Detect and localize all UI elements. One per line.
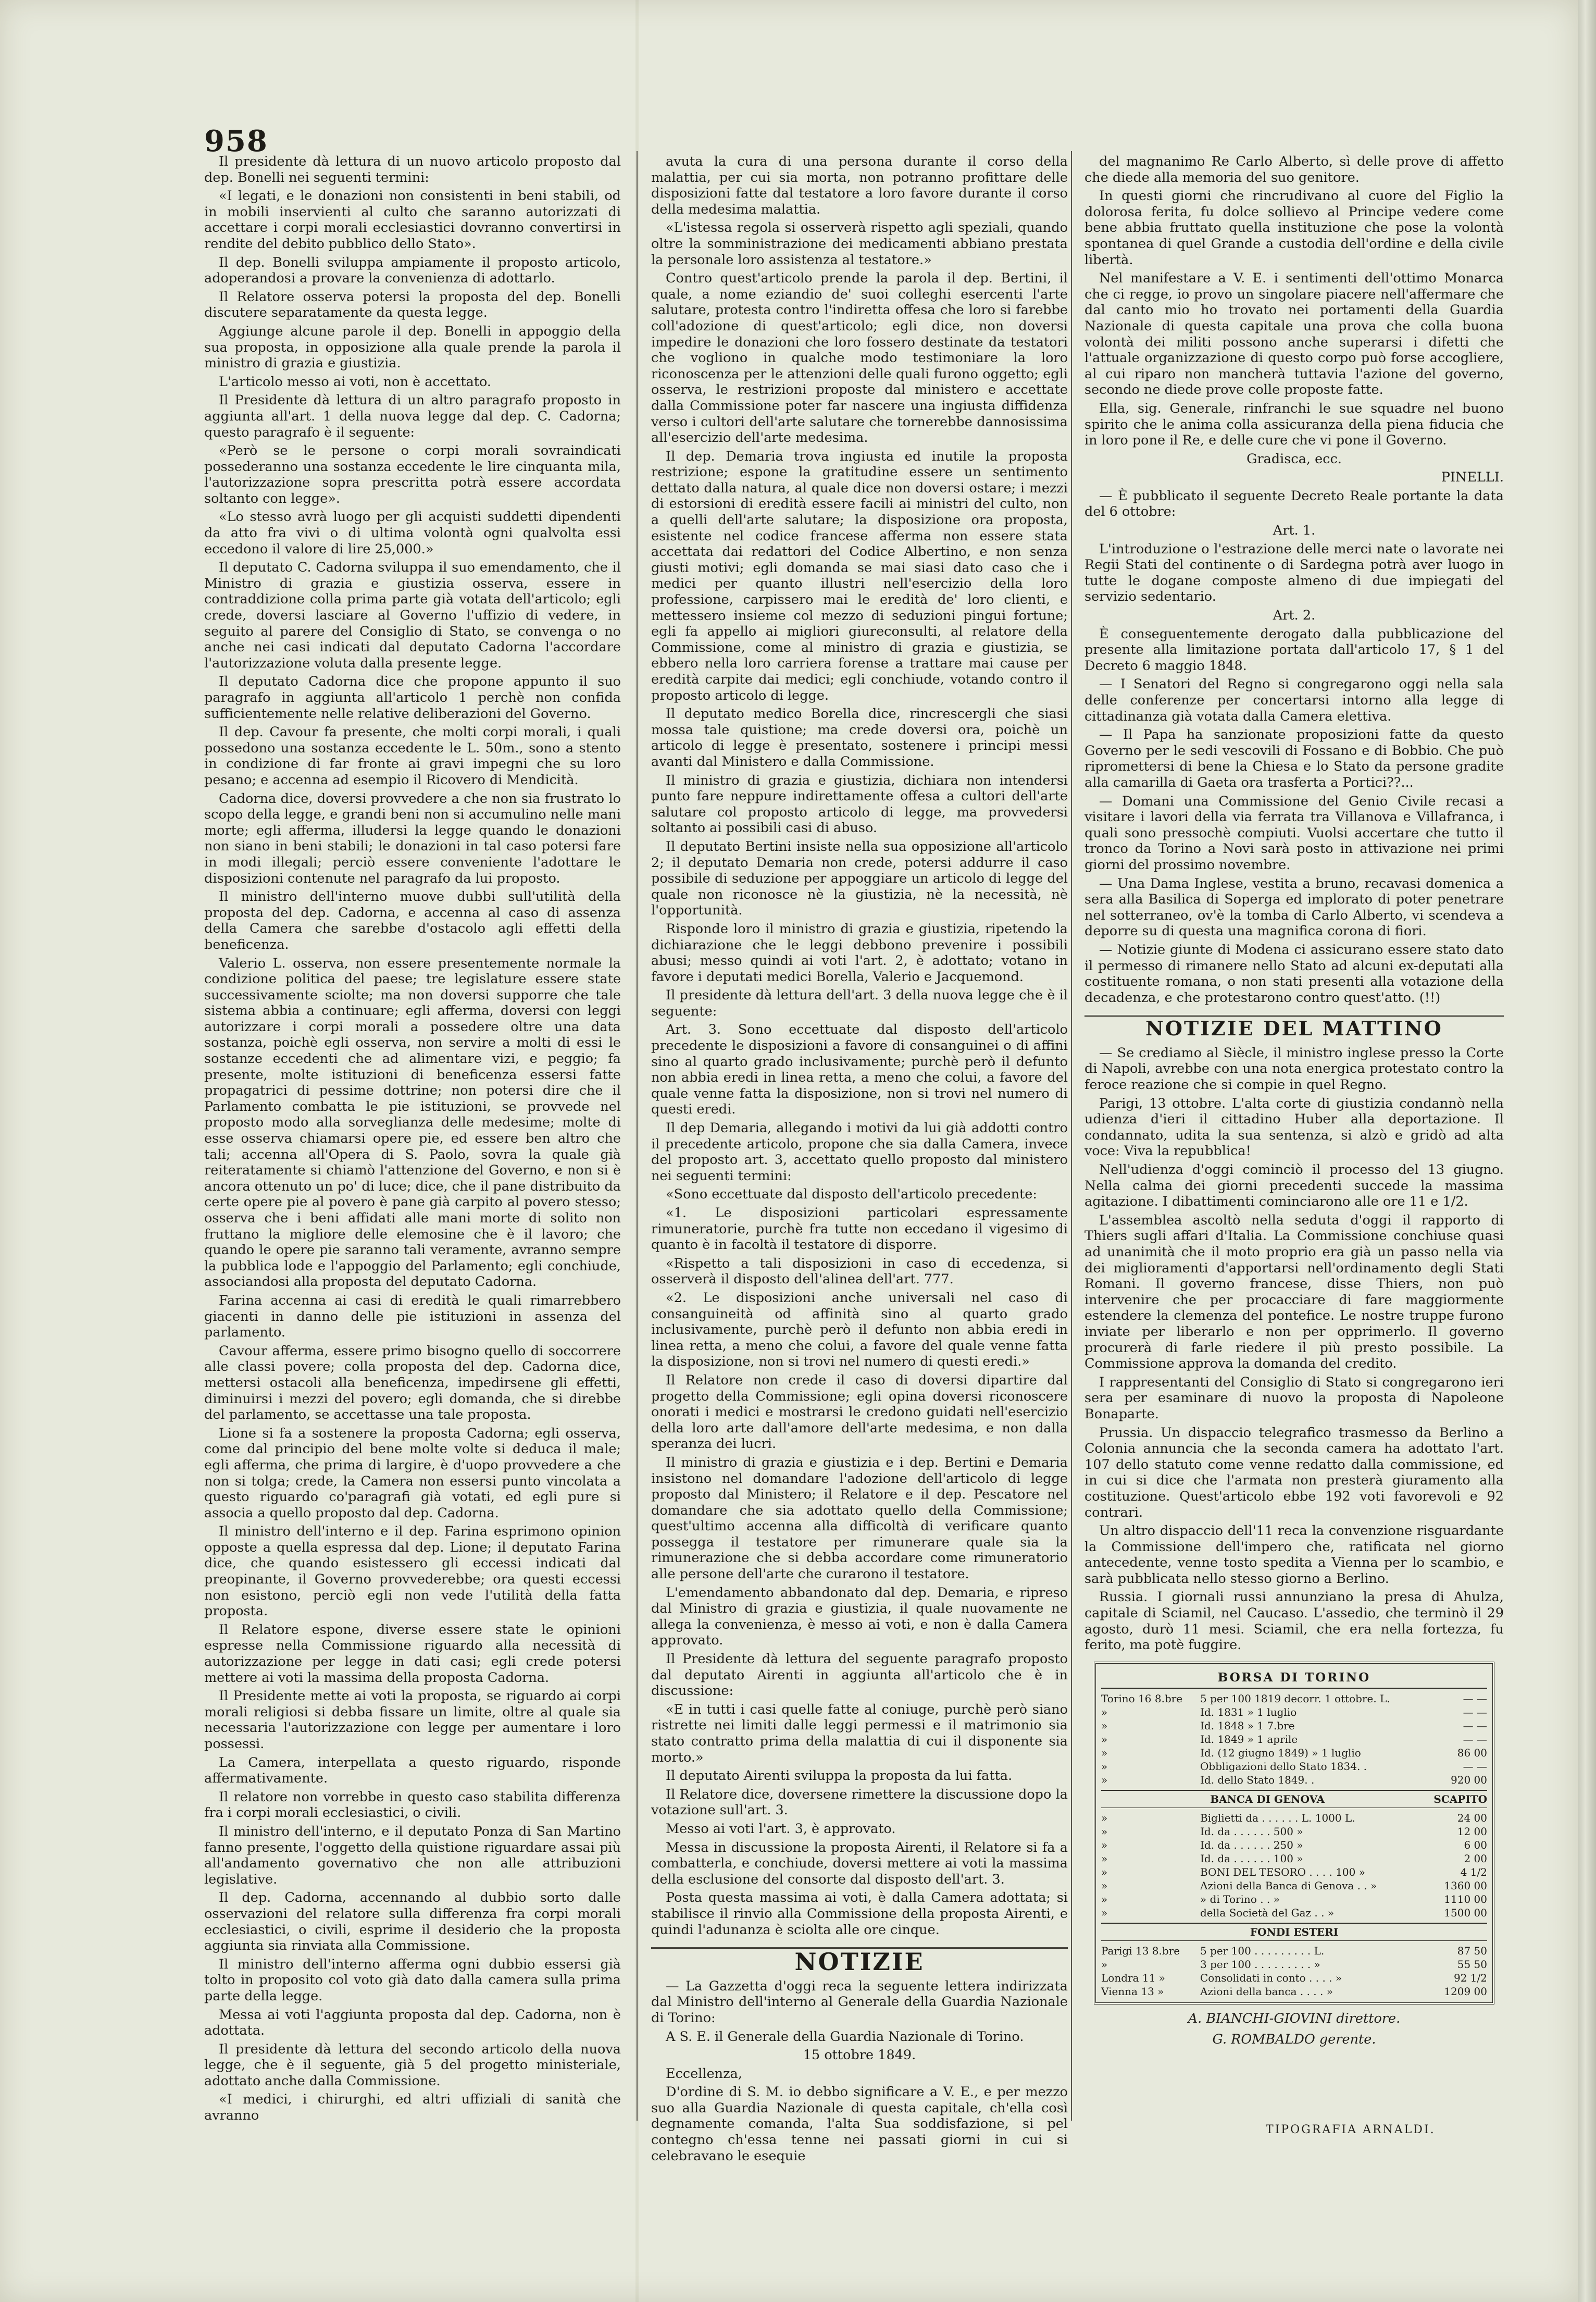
- paragraph: Il presidente dà lettura di un nuovo articolo proposto dal dep. Bonelli nei seguenti termini:: [204, 154, 621, 185]
- borsa-row-cell: Id. 1831 » 1 luglio: [1200, 1705, 1297, 1718]
- borsa-row-cell: — —: [1463, 1732, 1487, 1746]
- bank-row-cell: »: [1101, 1852, 1108, 1865]
- esteri-row-cell: Consolidati in conto . . . . »: [1200, 1971, 1342, 1984]
- column-2: [651, 154, 1068, 2164]
- mattino-paragraph: Parigi, 13 ottobre. L'alta corte di giustizia condannò nella udienza d'ieri il cittadino Huber alla deportazione. Il condannato, udita la sua sentenza, si alzò e gridò ad alta voce: Viva la repubblica!: [1084, 1095, 1504, 1159]
- bank-row-cell: della Società del Gaz . . »: [1200, 1906, 1335, 1919]
- notizie-mattino-heading: NOTIZIE DEL MATTINO: [1084, 1015, 1504, 1040]
- borsa-row: [1101, 1692, 1487, 1705]
- bank-row-cell: 1500 00: [1444, 1906, 1487, 1919]
- paragraph: Il dep. Bonelli sviluppa ampiamente il proposto articolo, adoperandosi a provare la convenienza di adottarlo.: [204, 254, 621, 287]
- bank-row: [1101, 1825, 1487, 1838]
- paragraph: Il deputato Bertini insiste nella sua opposizione all'articolo 2; il deputato Demaria non crede, potersi addurre il caso possibile di seduzione per appoggiare un articolo di legge del quale non riconosce nè la giustizia, nè la necessità, nè l'opportunità.: [651, 838, 1068, 919]
- esteri-row-cell: Vienna 13 »: [1101, 1985, 1164, 1998]
- paragraph: L'introduzione o l'estrazione delle merci nate o lavorate nei Regii Stati del continente o di Sardegna potrà aver luogo in tutte le dogane composte almeno di due impiegati del servizio sedentario.: [1084, 541, 1504, 605]
- borsa-row-cell: Id. 1848 » 1 7.bre: [1200, 1719, 1295, 1732]
- mattino-paragraph: Un altro dispaccio dell'11 reca la convenzione risguardante la Commissione dell'impero che, ratificata nel giorno antecedente, venne tosto spedita a Vienna per lo scambio, e sarà pubblicata nello stesso giorno a Berlino.: [1084, 1523, 1504, 1587]
- notizie-paragraph: D'ordine di S. M. io debbo significare a V. E., e per mezzo suo alla Guardia Nazionale di questa capitale, ch'ella così degnamente comanda, l'alta Sua soddisfazione, si pel contegno ch'essa tenne nei passati giorni in cui si celebravano le esequie: [651, 2084, 1068, 2164]
- borsa-row: [1101, 1732, 1487, 1746]
- paragraph: Art. 1.: [1273, 523, 1316, 539]
- esteri-row-cell: »: [1101, 1958, 1108, 1971]
- paragraph: Lione si fa a sostenere la proposta Cadorna; egli osserva, come dal principio del bene molte volte si deduca il male; egli afferma, che prima di largire, è d'uopo provvedere a che non si tolga; crede, la Camera non essersi punto vincolata a questo riguardo co'paragrafi già votati, ed egli pure si associa a quello proposto dal dep. Cadorna.: [204, 1425, 621, 1521]
- mattino-paragraph: L'assemblea ascoltò nella seduta d'oggi il rapporto di Thiers sugli affari d'Italia. La Commissione conchiuse quasi ad unanimità che il moto proprio era già un passo nella via dei miglioramenti d'apportarsi nell'ordinamento degli Stati Romani. Il governo francese, disse Thiers, non può intervenire che per procacciare di fare maggiormente estendere la clemenza del pontefice. Le nostre truppe furono inviate per liberarlo e non per opprimerlo. Il governo procurerà di farle riedere il più presto possibile. La Commissione approva la domanda del credito.: [1084, 1212, 1504, 1372]
- printer-credit: TIPOGRAFIA ARNALDI.: [1266, 2123, 1436, 2136]
- page-edge: [1578, 0, 1596, 2302]
- paragraph: «2. Le disposizioni anche universali nel caso di consanguineità od affinità sino al quarto grado inclusivamente, purchè però il defunto non abbia eredi in linea retta, a meno che colui, a favore del quale venne fatta la disposizione, non si trovi nel numero di questi eredi.»: [651, 1290, 1068, 1370]
- paragraph: Il ministro di grazia e giustizia, dichiara non intendersi punto fare neppure indirettamente offesa a cultori dell'arte salutare col proposto articolo di legge, ma provvedersi soltanto ai possibili casi di abuso.: [651, 772, 1068, 836]
- borsa-row-cell: — —: [1463, 1760, 1487, 1773]
- bank-row-cell: Azioni della Banca di Genova . . »: [1200, 1879, 1377, 1892]
- bank-row: [1101, 1838, 1487, 1852]
- borsa-row: [1101, 1719, 1487, 1732]
- borsa-row-cell: — —: [1463, 1692, 1487, 1705]
- banca-scapito: SCAPITO: [1433, 1792, 1487, 1805]
- borsa-row: [1101, 1773, 1487, 1787]
- paragraph: Il Relatore non crede il caso di doversi dipartire dal progetto della Commissione; egli opina doversi riconoscere onorati i medici e mostrarsi le credono guidati nell'esercizio della loro arte dall'amore dell'arte medesima, e non dalla speranza dei lucri.: [651, 1372, 1068, 1452]
- paragraph: Il Relatore osserva potersi la proposta del dep. Bonelli discutere separatamente da questa legge.: [204, 289, 621, 321]
- esteri-row: [1101, 1958, 1487, 1971]
- paragraph: In questi giorni che rincrudivano al cuore del Figlio la dolorosa ferita, fu dolce sollievo al Principe vedere come bene abbia fruttato quella instituzione che pose la volontà spontanea di quel Grande a custodia dell'ordine e della civile libertà.: [1084, 188, 1504, 268]
- bank-row-cell: Id. da . . . . . . 500 »: [1200, 1825, 1303, 1838]
- esteri-row: [1101, 1944, 1487, 1958]
- paragraph: Ella, sig. Generale, rinfranchi le sue squadre nel buono spirito che le anima colla assicuranza della piena fiducia che in loro pone il Re, e delle cure che vi pone il Governo.: [1084, 400, 1504, 449]
- paragraph: «Rispetto a tali disposizioni in caso di eccedenza, si osserverà il disposto dell'alinea dell'art. 777.: [651, 1255, 1068, 1288]
- paragraph: Il Presidente dà lettura di un altro paragrafo proposto in aggiunta all'art. 1 della nuova legge dal dep. C. Cadorna; questo paragrafo è il seguente:: [204, 392, 621, 440]
- paragraph: Art. 3. Sono eccettuate dal disposto dell'articolo precedente le disposizioni a favore di consanguinei o di affini sino al quarto grado inclusivamente; purchè però il defunto non abbia eredi in linea retta, a meno che colui, a favore del quale venne fatta la disposizione, non si trovi nel numero di questi eredi.: [651, 1022, 1068, 1118]
- paragraph: PINELLI.: [1441, 469, 1504, 486]
- borsa-row: [1101, 1705, 1487, 1719]
- bank-row-cell: 1110 00: [1444, 1892, 1487, 1905]
- paragraph: Valerio L. osserva, non essere presentemente normale la condizione politica del paese; tre legislature essere state successivamente sciolte; ma non doversi supporre che tale sistema abbia a continuare; egli afferma, doversi con leggi autorizzare i corpi morali a possedere oltre una data sostanza, poichè egli osserva, non servire a molti di essi le sostanze eccedenti che ad alimentare vizi, e peggio; fa presente, molte istituzioni di beneficenza essersi fatte propagatrici di pessime dottrine; non potersi dire che il Parlamento combatta le pie istituzioni, se provvede nel proposto modo alla sorveglianza delle medesime; molte di esse osserva chiamarsi opere pie, ed essere ben altro che tali; accenna all'Opera di S. Paolo, sovra la quale già reiteratamente si chiamò l'attenzione del Governo, e non si è ancora ottenuto un po' di luce; dice, che il pane distribuito da certe opere pie al povero è pane già carpito al povero stesso; osserva che i beni affidati alle mani morte di solito non fruttano la migliore delle elemosine che è il lavoro; che quando le opere pie saranno tali veramente, avranno sempre la pubblica lode e l'appoggio del Parlamento; egli conchiude, associandosi alla proposta del deputato Cadorna.: [204, 955, 621, 1290]
- borsa-row: [1101, 1746, 1487, 1760]
- borsa-row-cell: — —: [1463, 1719, 1487, 1732]
- bank-row: [1101, 1865, 1487, 1879]
- paragraph: «Sono eccettuate dal disposto dell'articolo precedente:: [666, 1186, 1037, 1203]
- column-rule-1: [637, 151, 638, 2121]
- borsa-row-cell: 920 00: [1451, 1773, 1487, 1786]
- paragraph: La Camera, interpellata a questo riguardo, risponde affermativamente.: [204, 1754, 621, 1787]
- borsa-row-cell: — —: [1463, 1705, 1487, 1718]
- esteri-row-cell: 3 per 100 . . . . . . . . . »: [1200, 1958, 1320, 1971]
- esteri-row-cell: Parigi 13 8.bre: [1101, 1944, 1180, 1957]
- paragraph: «1. Le disposizioni particolari espressamente rimuneratorie, purchè fra tutte non eccedano il vigesimo di quanto è in facoltà il testatore di disporre.: [651, 1205, 1068, 1253]
- paragraph: L'articolo messo ai voti, non è accettato.: [219, 374, 492, 390]
- paragraph: «Però se le persone o corpi morali sovraindicati possederanno una sostanza eccedente le lire cinquanta mila, l'autorizzazione sopra prescritta potrà essere accordata soltanto con legge».: [204, 443, 621, 506]
- bank-row-cell: BONI DEL TESORO . . . . 100 »: [1200, 1865, 1365, 1878]
- esteri-row: [1101, 1985, 1487, 1998]
- borsa-row-cell: Obbligazioni dello Stato 1834. .: [1200, 1760, 1367, 1773]
- bank-row-cell: »: [1101, 1879, 1108, 1892]
- esteri-row-cell: 1209 00: [1444, 1985, 1487, 1998]
- paragraph: — Domani una Commissione del Genio Civile recasi a visitare i lavori della via ferrata tra Villanova e Villafranca, i quali sono pressochè compiuti. Vuolsi accertare che tutto il tronco da Torino a Novi sarà posto in attivazione nei primi giorni del prossimo novembre.: [1084, 793, 1504, 873]
- borsa-row-cell: »: [1101, 1773, 1108, 1786]
- esteri-row-cell: Londra 11 »: [1101, 1971, 1165, 1984]
- bank-row: [1101, 1906, 1487, 1920]
- borsa-row-cell: »: [1101, 1732, 1108, 1746]
- column-3: [1084, 154, 1504, 2149]
- notizie-paragraph: A S. E. il Generale della Guardia Nazionale di Torino.: [666, 2028, 1024, 2045]
- paragraph: «I medici, i chirurghi, ed altri uffiziali di sanità che avranno: [204, 2091, 621, 2124]
- paragraph: «E in tutti i casi quelle fatte al coniuge, purchè però siano ristrette nei limiti dalle leggi permessi e il matrimonio sia stato contratto prima della malattia di cui il disponente sia morto.»: [651, 1701, 1068, 1765]
- paragraph: Il dep. Cadorna, accennando al dubbio sorto dalle osservazioni del relatore sulla differenza fra corpi morali ecclesiastici, o civili, esprime il desiderio che la proposta aggiunta sia rinviata alla Commissione.: [204, 1890, 621, 1954]
- paragraph: Messo ai voti l'art. 3, è approvato.: [666, 1821, 896, 1837]
- bank-row: [1101, 1892, 1487, 1906]
- paragraph: avuta la cura di una persona durante il corso della malattia, per cui sia morta, non potranno profittare delle disposizioni fatte dal testatore a loro favore durante il corso della medesima malattia.: [651, 154, 1068, 217]
- paragraph: — Il Papa ha sanzionate proposizioni fatte da questo Governo per le sedi vescovili di Fossano e di Bobbio. Che può ripromettersi di bene la Chiesa e lo Stato da persone gradite alla camarilla di Gaeta ora trasferta a Portici??...: [1084, 727, 1504, 790]
- banca-genova-header: [1101, 1790, 1487, 1808]
- paragraph: — Notizie giunte di Modena ci assicurano essere stato dato il permesso di rimanere nello Stato ad alcuni ex-deputati alla costituente romana, o non stati presenti alla votazione della decadenza, e che protestarono contro quest'atto. (!!): [1084, 942, 1504, 1006]
- paragraph: Messa in discussione la proposta Airenti, il Relatore si fa a combatterla, e conchiude, doversi mettere ai voti la massima della esclusione del consorte dal disposto dell'art. 3.: [651, 1839, 1068, 1887]
- paragraph: Messa ai voti l'aggiunta proposta dal dep. Cadorna, non è adottata.: [204, 2007, 621, 2039]
- banca-title: BANCA DI GENOVA: [1210, 1792, 1325, 1805]
- borsa-row-cell: Torino 16 8.bre: [1101, 1692, 1183, 1705]
- paragraph: Il dep. Demaria trova ingiusta ed inutile la proposta restrizione; espone la gratitudine essere un sentimento dettato dalla natura, al quale dice non doversi ostare; i mezzi di estorsioni di eredità essere facili ai ministri del culto, non a quelli dell'arte salutare; la disposizione ora proposta, esistente nel codice francese afferma non essere stata accettata dai redattori del Codice Albertino, e non senza giusti motivi; egli domanda se mai siasi dato caso che i medici per quanto illustri nell'esercizio della loro professione, carpissero mai le eredità de' loro clienti, e mettessero insieme col mezzo di seduzioni pingui fortune; egli fa appello ai migliori giureconsulti, al relatore della Commissione, come al ministro di grazia e giustizia, se ebbero nella loro carriera forense a trattare mai cause per eredità carpite dai medici; egli conchiude, votando contro il proposto articolo di legge.: [651, 448, 1068, 703]
- mattino-paragraph: Nell'udienza d'oggi cominciò il processo del 13 giugno. Nella calma dei giorni precedenti succede la massima agitazione. I dibattimenti cominciarono alle ore 11 e 1/2.: [1084, 1162, 1504, 1210]
- bank-row-cell: Id. da . . . . . . 100 »: [1200, 1852, 1303, 1865]
- paragraph: Il deputato C. Cadorna sviluppa il suo emendamento, che il Ministro di grazia e giustizia osserva, essere in contraddizione colla prima parte già votata dell'articolo; egli crede, doversi lasciare al Governo l'uffizio di vedere, in seguito al parere del Consiglio di Stato, se convenga o no anche nei casi indicati dal deputato Cadorna l'accordare l'autorizzazione voluta dalla presente legge.: [204, 560, 621, 671]
- column-rule-2: [1071, 151, 1072, 2121]
- column-1: [204, 154, 621, 2149]
- signature-director: A. BIANCHI-GIOVINI direttore.: [1188, 2010, 1401, 2026]
- paragraph: — I Senatori del Regno si congregarono oggi nella sala delle conferenze per concertarsi intorno alla legge di cittadinanza già votata dalla Camera elettiva.: [1084, 676, 1504, 724]
- borsa-row-cell: 5 per 100 1819 decorr. 1 ottobre. L.: [1200, 1692, 1390, 1705]
- paragraph: Il relatore non vorrebbe in questo caso stabilita differenza fra i corpi morali ecclesiastici, o civili.: [204, 1789, 621, 1821]
- mattino-paragraph: Prussia. Un dispaccio telegrafico trasmesso da Berlino a Colonia annuncia che la seconda camera ha adottato l'art. 107 dello statuto come venne redatto dalla commissione, ed in cui si dice che l'armata non presterà giuramento alla costituzione. Quest'articolo ebbe 192 voti favorevoli e 92 contrari.: [1084, 1425, 1504, 1520]
- bank-row-cell: »: [1101, 1892, 1108, 1905]
- borsa-row: [1101, 1760, 1487, 1773]
- paragraph: Il Relatore espone, diverse essere state le opinioni espresse nella Commissione riguardo alla necessità di autorizzazione per legge in dati casi; egli crede potersi mettere ai voti la massima della proposta Cadorna.: [204, 1622, 621, 1686]
- borsa-row-cell: »: [1101, 1719, 1108, 1732]
- paragraph: Farina accenna ai casi di eredità le quali rimarrebbero giacenti in danno delle pie istituzioni in assenza del parlamento.: [204, 1292, 621, 1341]
- paragraph: L'emendamento abbandonato dal dep. Demaria, e ripreso dal Ministro di grazia e giustizia, il quale nuovamente ne allega la convenienza, è messo ai voti, e non è dalla Camera approvato.: [651, 1585, 1068, 1649]
- esteri-row-cell: Azioni della banca . . . . »: [1200, 1985, 1333, 1998]
- paragraph: Il ministro dell'interno afferma ogni dubbio essersi già tolto in proposito col voto già dato dalla camera sulla prima parte della legge.: [204, 1956, 621, 2004]
- borsa-row-cell: Id. 1849 » 1 aprile: [1200, 1732, 1298, 1746]
- paragraph: Cadorna dice, doversi provvedere a che non sia frustrato lo scopo della legge, e grandi beni non si accumulino nelle mani morte; egli afferma, illudersi la legge quando le donazioni non siano in beni stabili; le donazioni in tal caso potersi fare in modi illegali; perciò essere conveniente l'adottare le disposizioni contenute nel paragrafo da lui proposto.: [204, 790, 621, 886]
- bank-row-cell: 24 00: [1457, 1811, 1487, 1824]
- signature-manager: G. ROMBALDO gerente.: [1212, 2032, 1376, 2048]
- paragraph: Il presidente dà lettura dell'art. 3 della nuova legge che è il seguente:: [651, 987, 1068, 1019]
- paragraph: Il Relatore dice, doversene rimettere la discussione dopo la votazione sull'art. 3.: [651, 1786, 1068, 1818]
- paragraph: — È pubblicato il seguente Decreto Reale portante la data del 6 ottobre:: [1084, 488, 1504, 520]
- esteri-row: [1101, 1971, 1487, 1985]
- paragraph: «L'istessa regola si osserverà rispetto agli speziali, quando oltre la somministrazione dei medicamenti abbiano prestata la personale loro assistenza al testatore.»: [651, 220, 1068, 268]
- esteri-row-cell: 5 per 100 . . . . . . . . . L.: [1200, 1944, 1325, 1957]
- borsa-row-cell: »: [1101, 1746, 1108, 1759]
- borsa-table: [1094, 1662, 1494, 2004]
- bank-row: [1101, 1852, 1487, 1865]
- bank-row-cell: »: [1101, 1906, 1108, 1919]
- paragraph: Il presidente dà lettura del secondo articolo della nuova legge, che è il seguente, già 5 del progetto ministeriale, adottato anche dalla Commissione.: [204, 2041, 621, 2089]
- mattino-paragraph: Russia. I giornali russi annunziano la presa di Ahulza, capitale di Sciamil, nel Caucaso. L'assedio, che terminò il 29 agosto, durò 11 mesi. Sciamil, che era nella fortezza, fu ferito, ma potè fuggire.: [1084, 1589, 1504, 1653]
- bank-row: [1101, 1879, 1487, 1892]
- bank-row-cell: Biglietti da . . . . . . L. 1000 L.: [1200, 1811, 1355, 1824]
- paragraph: Il deputato Airenti sviluppa la proposta da lui fatta.: [666, 1768, 1013, 1784]
- paragraph: Risponde loro il ministro di grazia e giustizia, ripetendo la dichiarazione che le leggi debbono prevenire i possibili abusi; messo quindi ai voti l'art. 2, è adottato; votano in favore i deputati medici Borella, Valerio e Jacquemond.: [651, 921, 1068, 985]
- borsa-row-cell: »: [1101, 1705, 1108, 1718]
- paragraph: Il ministro dell'interno muove dubbi sull'utilità della proposta del dep. Cadorna, e accenna al caso di assenza della Camera che sarebbe d'ostacolo agli effetti della beneficenza.: [204, 889, 621, 952]
- paragraph: Nel manifestare a V. E. i sentimenti dell'ottimo Monarca che ci regge, io provo un singolare piacere nell'affermare che dal canto mio ho trovato nei portamenti della Guardia Nazionale di questa capitale una prova che colla buona volontà dei militi possono anche superarsi i difetti che l'attuale organizzazione di questo corpo può forse accogliere, al cui riparo non mancherà tuttavia l'azione del governo, secondo ne diede prove colle proposte fatte.: [1084, 270, 1504, 398]
- paragraph: Gradisca, ecc.: [1246, 451, 1342, 467]
- bank-row-cell: 4 1/2: [1460, 1865, 1487, 1878]
- notizie-paragraph: Eccellenza,: [666, 2065, 742, 2082]
- paragraph: Art. 2.: [1273, 608, 1316, 624]
- page-number: 958: [204, 124, 268, 158]
- bank-row-cell: Id. da . . . . . . 250 »: [1200, 1838, 1303, 1851]
- paragraph: Il deputato medico Borella dice, rincrescergli che siasi mossa tale quistione; ma crede doversi ora, poichè un articolo di legge è presentato, sostenere i principi messi avanti dal Ministero e dalla Commissione.: [651, 706, 1068, 770]
- paragraph: Il dep Demaria, allegando i motivi da lui già addotti contro il precedente articolo, propone che sia dalla Camera, invece del proposto art. 3, accettato quello proposto dal ministero nei seguenti termini:: [651, 1120, 1068, 1184]
- paragraph: del magnanimo Re Carlo Alberto, sì delle prove di affetto che diede alla memoria del suo genitore.: [1084, 154, 1504, 185]
- paragraph: Il dep. Cavour fa presente, che molti corpi morali, i quali possedono una sostanza eccedente le L. 50m., sono a stento in condizione di far fronte ai gravi impegni che su loro pesano; e accenna ad esempio il Ricovero di Mendicità.: [204, 724, 621, 788]
- bank-row-cell: »: [1101, 1811, 1108, 1824]
- paragraph: «I legati, e le donazioni non consistenti in beni stabili, od in mobili inservienti al culto che saranno autorizzati di accettare i corpi morali ecclesiastici dovranno convertirsi in rendite del debito pubblico dello Stato».: [204, 188, 621, 252]
- paragraph: Il ministro dell'interno, e il deputato Ponza di San Martino fanno presente, l'oggetto della quistione riguardare assai più all'andamento governativo che non alle attribuzioni legislative.: [204, 1823, 621, 1887]
- mattino-paragraph: — Se crediamo al Siècle, il ministro inglese presso la Corte di Napoli, avrebbe con una nota energica protestato contro la feroce reazione che si compie in quel Regno.: [1084, 1045, 1504, 1093]
- paragraph: Posta questa massima ai voti, è dalla Camera adottata; si stabilisce il rinvio alla Commissione della proposta Airenti, e quindi l'adunanza è sciolta alle ore cinque.: [651, 1890, 1068, 1938]
- borsa-row-cell: Id. (12 giugno 1849) » 1 luglio: [1200, 1746, 1361, 1759]
- bank-row-cell: 12 00: [1457, 1825, 1487, 1838]
- bank-row-cell: 6 00: [1464, 1838, 1487, 1851]
- bank-row-cell: » di Torino . . »: [1200, 1892, 1280, 1905]
- notizie-paragraph: 15 ottobre 1849.: [803, 2047, 916, 2063]
- paragraph: Il Presidente mette ai voti la proposta, se riguardo ai corpi morali religiosi si debba fissare un limite, oltre al quale sia necessaria l'autorizzazione con legge per aumentare i loro possessi.: [204, 1688, 621, 1752]
- notizie-paragraph: — La Gazzetta d'oggi reca la seguente lettera indirizzata dal Ministro dell'interno al Generale della Guardia Nazionale di Torino:: [651, 1978, 1068, 2026]
- notizie-heading: NOTIZIE: [651, 1947, 1068, 1973]
- bank-row-cell: 2 00: [1464, 1852, 1487, 1865]
- bank-row-cell: »: [1101, 1838, 1108, 1851]
- esteri-row-cell: 92 1/2: [1454, 1971, 1487, 1984]
- bank-row-cell: »: [1101, 1865, 1108, 1878]
- bank-row-cell: »: [1101, 1825, 1108, 1838]
- fondi-esteri-header: FONDI ESTERI: [1101, 1923, 1487, 1941]
- bank-row-cell: 1360 00: [1444, 1879, 1487, 1892]
- borsa-row-cell: Id. dello Stato 1849. .: [1200, 1773, 1315, 1786]
- paragraph: Cavour afferma, essere primo bisogno quello di soccorrere alle classi povere; colla proposta del dep. Cadorna dice, mettersi ostacoli alla beneficenza, impedirsene gli effetti, diminuirsi i mezzi del povero; egli domanda, che si direbbe del parlamento, se accettasse una tale proposta.: [204, 1343, 621, 1423]
- esteri-row-cell: 55 50: [1457, 1958, 1487, 1971]
- borsa-row-cell: »: [1101, 1760, 1108, 1773]
- paragraph: — Una Dama Inglese, vestita a bruno, recavasi domenica a sera alla Basilica di Soperga ed implorato di poter penetrare nel sotterraneo, ov'è la tomba di Carlo Alberto, vi scendeva a deporre su di questa una magnifica corona di fiori.: [1084, 875, 1504, 939]
- borsa-title: BORSA DI TORINO: [1101, 1668, 1487, 1689]
- paragraph: «Lo stesso avrà luogo per gli acquisti suddetti dipendenti da atto fra vivi o di ultima volontà ogni qualvolta essi eccedono il valore di lire 25,000.»: [204, 509, 621, 557]
- paragraph: Il ministro di grazia e giustizia e i dep. Bertini e Demaria insistono nel domandare l'adozione dell'articolo di legge proposto dal Ministero; il Relatore e il dep. Pescatore nel domandare che sia adottato quello della Commissione; quest'ultimo accenna alla difficoltà di verificare quanto possegga il testatore per rimunerare quale sia la rimunerazione che si debba accordare come rimuneratorio alle persone dell'arte che curarono il testatore.: [651, 1454, 1068, 1582]
- paragraph: Contro quest'articolo prende la parola il dep. Bertini, il quale, a nome eziandio de' suoi colleghi esercenti l'arte salutare, protesta contro l'indiretta offesa che loro si farebbe coll'adozione di quest'articolo; egli dice, non doversi impedire le donazioni che loro fossero destinate da testatori che vogliono in qualche modo testimoniare la loro riconoscenza per le attenzioni delle quali furono oggetto; egli osserva, le restrizioni proposte dal ministero e accettate dalla Commissione poter far nascere una ingiusta diffidenza verso i cultori dell'arte salutare che tornerebbe dannosissima all'esercizio dell'arte medesima.: [651, 270, 1068, 446]
- borsa-row-cell: 86 00: [1457, 1746, 1487, 1759]
- paragraph: Il deputato Cadorna dice che propone appunto il suo paragrafo in aggiunta all'articolo 1 perchè non confida sufficientemente nelle relative deliberazioni del Governo.: [204, 674, 621, 722]
- paragraph: Il ministro dell'interno e il dep. Farina esprimono opinion opposte a quella espressa dal dep. Lione; il deputato Farina dice, che quando esistessero gli eccessi indicati dal preopinante, il Governo provvederebbe; ora questi eccessi non esistono, perciò egli non vede l'utilità della fatta proposta.: [204, 1524, 621, 1619]
- paragraph: È conseguentemente derogato dalla pubblicazione del presente alla limitazione portata dall'articolo 17, § 1 del Decreto 6 maggio 1848.: [1084, 626, 1504, 674]
- esteri-row-cell: 87 50: [1457, 1944, 1487, 1957]
- bank-row: [1101, 1811, 1487, 1825]
- paragraph: Aggiunge alcune parole il dep. Bonelli in appoggio della sua proposta, in opposizione alla quale prende la parola il ministro di grazia e giustizia.: [204, 323, 621, 372]
- mattino-paragraph: I rappresentanti del Consiglio di Stato si congregarono ieri sera per esaminare di nuovo la proposta di Napoleone Bonaparte.: [1084, 1374, 1504, 1422]
- paragraph: Il Presidente dà lettura del seguente paragrafo proposto dal deputato Airenti in aggiunta all'articolo che è in discussione:: [651, 1651, 1068, 1699]
